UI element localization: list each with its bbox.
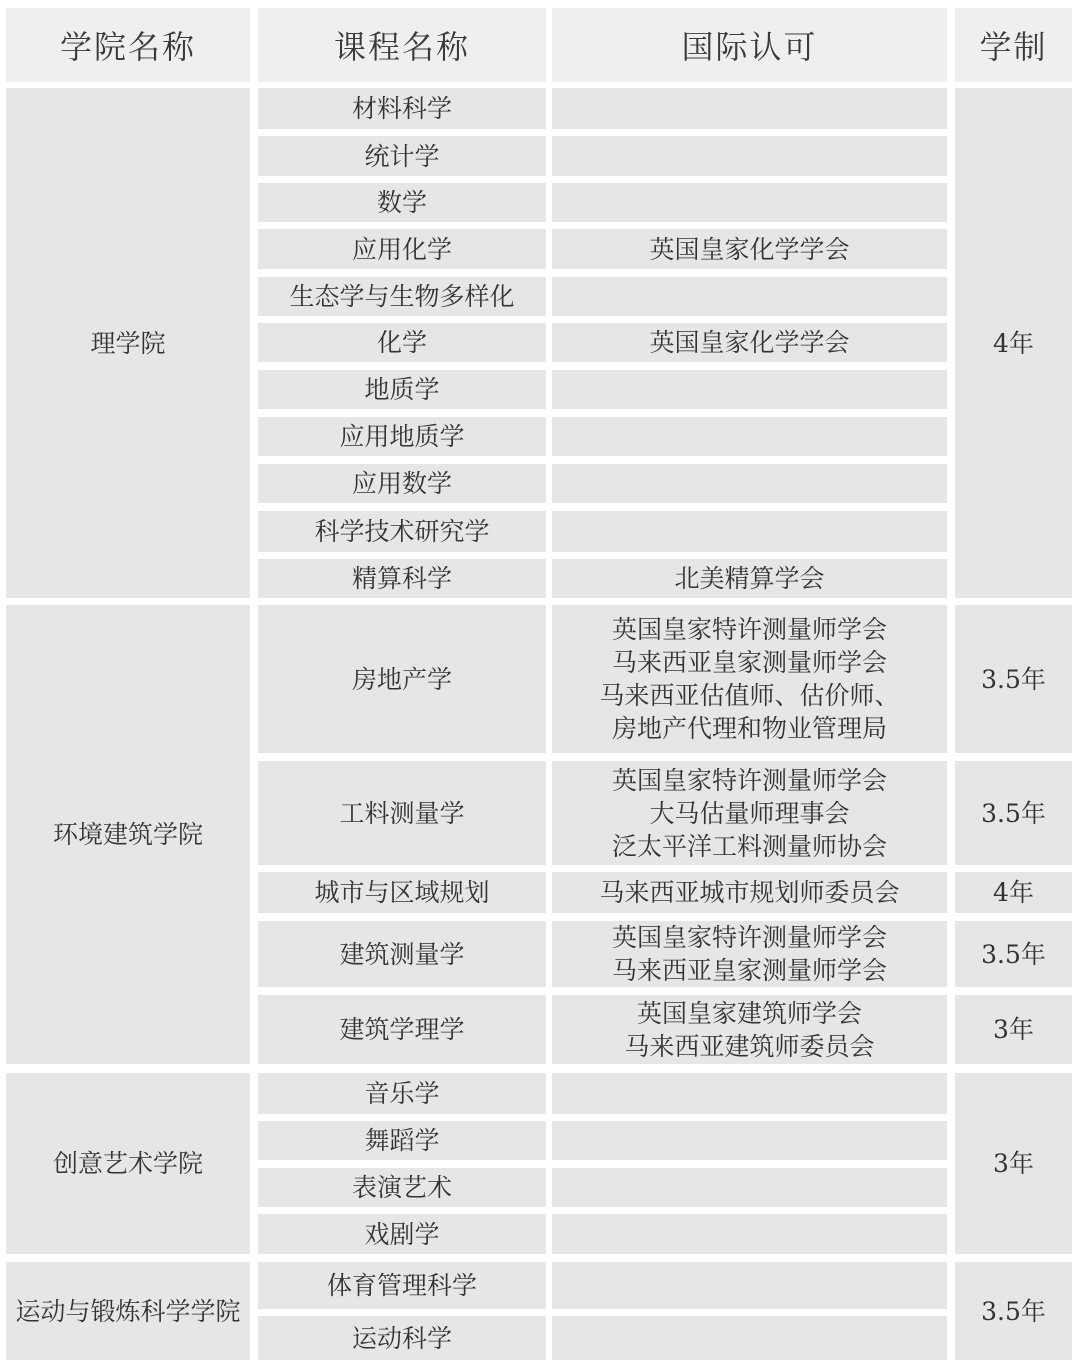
header-course: 课程名称	[258, 8, 546, 82]
course-name: 建筑测量学	[258, 921, 546, 987]
course-name: 地质学	[258, 370, 546, 409]
recognition-body: 英国皇家特许测量师学会	[611, 765, 887, 795]
course-name: 材料科学	[258, 88, 546, 129]
course-name: 舞蹈学	[258, 1121, 546, 1160]
course-duration: 3年	[955, 995, 1072, 1064]
course-name: 应用数学	[258, 464, 546, 503]
recognition-body: 英国皇家特许测量师学会	[611, 615, 887, 644]
recognition-cell	[552, 464, 947, 503]
course-duration: 3.5年	[955, 921, 1072, 987]
recognition-body: 马来西亚皇家测量师学会	[611, 956, 887, 985]
recognition-cell	[552, 872, 947, 913]
course-name: 房地产学	[258, 605, 546, 753]
course-name: 表演艺术	[258, 1168, 546, 1207]
course-name: 运动科学	[258, 1316, 546, 1360]
recognition-cell	[552, 1168, 947, 1207]
course-duration: 4年	[955, 872, 1072, 913]
recognition-cell	[552, 761, 947, 865]
course-name: 应用地质学	[258, 417, 546, 456]
recognition-body: 马来西亚皇家测量师学会	[611, 648, 887, 677]
recognition-cell	[552, 605, 947, 753]
course-name: 应用化学	[258, 229, 546, 269]
faculty-name: 运动与锻炼科学学院	[6, 1262, 250, 1360]
recognition-cell	[552, 511, 947, 552]
recognition-cell	[552, 1316, 947, 1360]
recognition-cell	[552, 1214, 947, 1254]
recognition-body: 马来西亚城市规划师委员会	[599, 878, 900, 907]
course-duration: 3.5年	[955, 761, 1072, 865]
recognition-cell	[552, 1121, 947, 1160]
course-name: 化学	[258, 323, 546, 362]
course-name: 精算科学	[258, 559, 546, 598]
course-name: 音乐学	[258, 1073, 546, 1114]
recognition-cell	[552, 229, 947, 269]
recognition-cell	[552, 183, 947, 222]
header-duration: 学制	[955, 8, 1072, 82]
recognition-body: 英国皇家特许测量师学会	[611, 923, 887, 952]
course-name: 数学	[258, 183, 546, 222]
course-name: 建筑学理学	[258, 995, 546, 1064]
course-name: 工料测量学	[258, 761, 546, 865]
course-name: 城市与区域规划	[258, 872, 546, 913]
faculty-name: 理学院	[6, 88, 250, 598]
recognition-body: 马来西亚估值师、估价师、	[599, 681, 900, 710]
recognition-cell	[552, 1262, 947, 1309]
recognition-cell	[552, 417, 947, 456]
recognition-cell	[552, 277, 947, 316]
recognition-cell	[552, 995, 947, 1064]
recognition-cell	[552, 1073, 947, 1114]
recognition-body: 泛太平洋工料测量师协会	[611, 831, 887, 861]
faculty-duration: 3年	[955, 1073, 1072, 1254]
course-duration: 3.5年	[955, 605, 1072, 753]
recognition-body: 大马估量师理事会	[649, 798, 850, 828]
recognition-body: 房地产代理和物业管理局	[611, 714, 887, 743]
recognition-cell	[552, 323, 947, 362]
faculty-name: 环境建筑学院	[6, 605, 250, 1064]
recognition-body: 英国皇家化学学会	[649, 328, 850, 357]
recognition-cell	[552, 559, 947, 598]
recognition-body: 北美精算学会	[674, 564, 825, 593]
course-name: 生态学与生物多样化	[258, 277, 546, 316]
recognition-cell	[552, 370, 947, 409]
recognition-cell	[552, 921, 947, 987]
faculty-duration: 3.5年	[955, 1262, 1072, 1360]
header-faculty: 学院名称	[6, 8, 250, 82]
course-name: 统计学	[258, 136, 546, 176]
faculty-duration: 4年	[955, 88, 1072, 598]
recognition-cell	[552, 88, 947, 129]
recognition-body: 马来西亚建筑师委员会	[624, 1031, 875, 1061]
course-name: 戏剧学	[258, 1214, 546, 1254]
header-recognition: 国际认可	[552, 8, 947, 82]
course-name: 科学技术研究学	[258, 511, 546, 552]
recognition-cell	[552, 136, 947, 176]
recognition-body: 英国皇家建筑师学会	[636, 998, 862, 1028]
faculty-name: 创意艺术学院	[6, 1073, 250, 1254]
course-name: 体育管理科学	[258, 1262, 546, 1309]
recognition-body: 英国皇家化学学会	[649, 234, 850, 264]
